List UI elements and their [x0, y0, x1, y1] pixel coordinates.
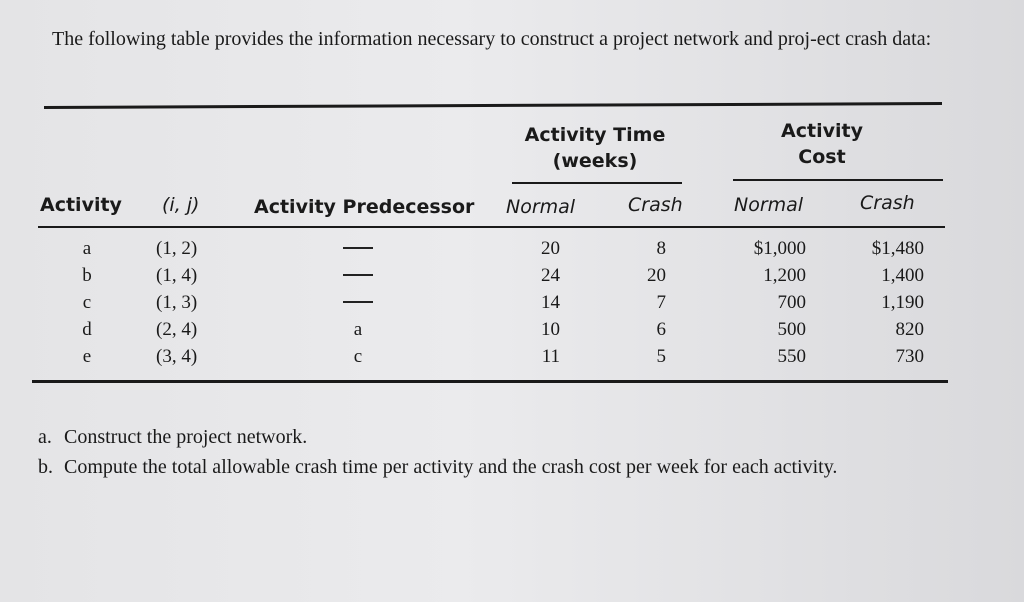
question-label: a. — [38, 426, 52, 448]
time-normal-cell: 20 — [541, 238, 560, 259]
predecessor-dash — [343, 247, 373, 249]
cost-crash-cell: 820 — [895, 319, 924, 340]
table-body — [0, 238, 1024, 373]
activity-time-unit: (weeks) — [552, 150, 638, 172]
col-predecessor: Activity Predecessor — [254, 196, 475, 218]
col-time-crash: Crash — [628, 194, 683, 216]
time-crash-cell: 20 — [647, 265, 666, 286]
cost-crash-cell: $1,480 — [871, 238, 924, 259]
table-row — [0, 265, 1024, 292]
ij-cell: (1, 2) — [156, 238, 198, 259]
time-crash-cell: 8 — [656, 238, 666, 259]
time-crash-cell: 7 — [656, 292, 666, 313]
cost-group-rule — [733, 179, 943, 181]
predecessor-cell — [336, 238, 380, 260]
activity-cost-title: Activity — [781, 120, 863, 142]
activity-cell: c — [82, 292, 92, 313]
cost-crash-cell: 730 — [895, 346, 924, 367]
ij-cell: (1, 4) — [156, 265, 198, 286]
time-group-rule — [512, 182, 682, 184]
cost-normal-cell: 500 — [777, 319, 806, 340]
table-row — [0, 238, 1024, 265]
time-normal-cell: 24 — [541, 265, 560, 286]
cost-normal-cell: 700 — [777, 292, 806, 313]
cost-normal-cell: $1,000 — [753, 238, 806, 259]
predecessor-dash — [343, 274, 373, 276]
time-normal-cell: 14 — [541, 292, 560, 313]
table-row — [0, 346, 1024, 373]
predecessor-cell: a — [353, 319, 363, 340]
predecessor-cell — [336, 265, 380, 287]
ij-cell: (3, 4) — [156, 346, 198, 367]
question-item — [38, 422, 978, 452]
time-normal-cell: 11 — [541, 346, 560, 367]
table-bottom-rule — [32, 380, 948, 383]
table-top-rule — [44, 102, 942, 109]
activity-cost-unit: Cost — [798, 146, 846, 168]
ij-cell: (2, 4) — [156, 319, 198, 340]
time-crash-cell: 6 — [656, 319, 666, 340]
cost-normal-cell: 1,200 — [763, 265, 806, 286]
cost-crash-cell: 1,190 — [881, 292, 924, 313]
col-cost-crash: Crash — [860, 192, 915, 214]
activity-cell: b — [82, 265, 92, 286]
activity-cell: e — [82, 346, 92, 367]
header-bottom-rule — [38, 226, 945, 228]
time-normal-cell: 10 — [541, 319, 560, 340]
ij-cell: (1, 3) — [156, 292, 198, 313]
time-crash-cell: 5 — [656, 346, 666, 367]
activity-cost-group-header — [752, 118, 892, 170]
cost-normal-cell: 550 — [777, 346, 806, 367]
activity-cell: a — [82, 238, 92, 259]
intro-paragraph: The following table provides the information necessary to construct a project network and proj-ect crash data: — [52, 28, 932, 50]
col-cost-normal: Normal — [734, 194, 804, 216]
table-row — [0, 319, 1024, 346]
col-time-normal: Normal — [506, 196, 576, 218]
col-activity: Activity — [40, 194, 122, 216]
predecessor-dash — [343, 301, 373, 303]
col-ij: (i, j) — [162, 194, 200, 216]
activity-time-title: Activity Time — [524, 124, 666, 146]
activity-time-group-header — [510, 122, 680, 174]
predecessor-cell: c — [353, 346, 363, 367]
predecessor-cell — [336, 292, 380, 314]
activity-cell: d — [82, 319, 92, 340]
question-text: Construct the project network. — [64, 426, 308, 448]
question-label: b. — [38, 456, 53, 478]
question-text: Compute the total allowable crash time per activity and the crash cost per week for each activity. — [64, 456, 838, 478]
cost-crash-cell: 1,400 — [881, 265, 924, 286]
question-list — [38, 422, 978, 482]
question-item — [38, 452, 978, 482]
table-row — [0, 292, 1024, 319]
